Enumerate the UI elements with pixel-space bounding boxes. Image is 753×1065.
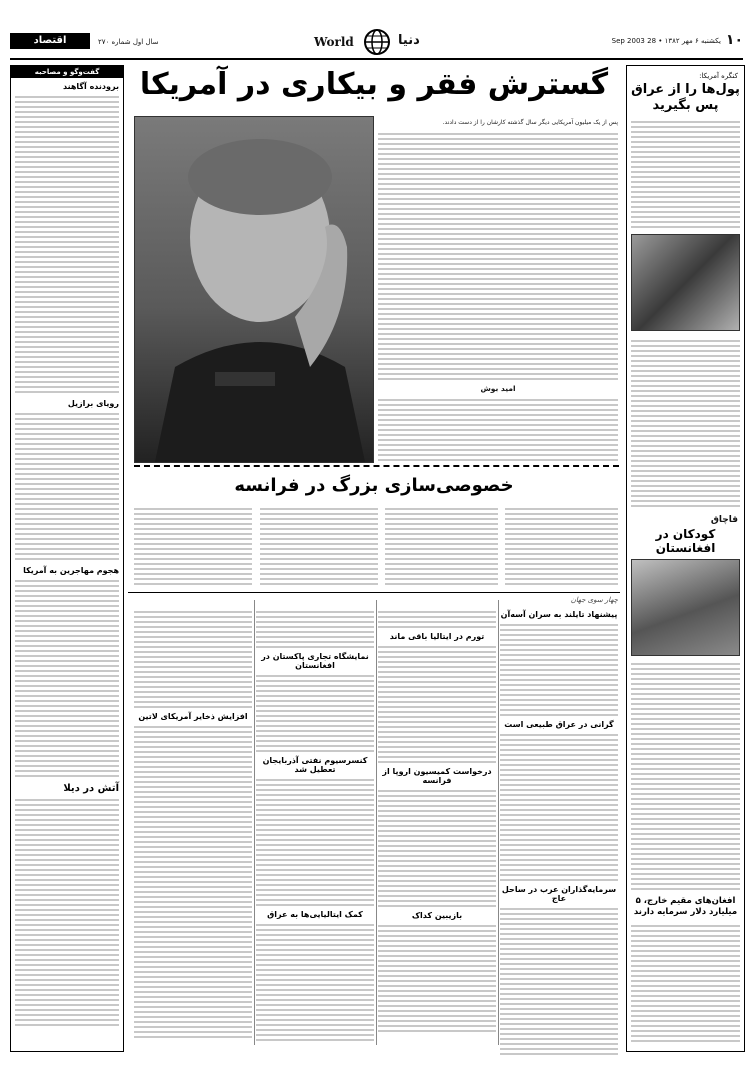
main-photo-caption [0, 0, 1, 1]
masthead-rule [10, 58, 743, 60]
brief-title: تورم در ایتالیا باقی ماند [389, 632, 485, 641]
brief-title: گرانی در عراق طبیعی است [504, 720, 614, 729]
right-kicker: کنگره آمریکا: [699, 72, 738, 80]
right-column [626, 65, 745, 1052]
brief-body [378, 787, 496, 907]
second-headline: خصوصی‌سازی بزرگ در فرانسه [234, 475, 514, 496]
column-separator [376, 600, 377, 1045]
left-item-title-4: آتش در دیلا [63, 783, 119, 794]
section-title-en: World [314, 35, 354, 49]
brief-title: درخواست کمیسیون اروپا از فرانسه [382, 767, 492, 785]
right-body-2 [631, 337, 740, 507]
left-item-body-1 [15, 93, 119, 393]
column-separator [254, 600, 255, 1045]
column-separator [498, 600, 499, 1045]
briefs-header: چهار سوی جهان [570, 596, 618, 604]
left-item-title-2: رویای برازیل [67, 399, 119, 408]
right-photo-1 [631, 234, 740, 331]
brief-title: پیشنهاد تایلند به سران آسه‌آن [500, 610, 618, 619]
main-subhead: امید بوش [480, 384, 516, 393]
main-body-upper [378, 130, 618, 382]
issue-line: سال اول شماره ۲۷۰ [98, 38, 159, 46]
brief-body [256, 672, 374, 752]
brief-body [378, 922, 496, 1032]
right-body-1 [631, 118, 740, 228]
brief-body [256, 921, 374, 1041]
right-headline: پول‌ها را از عراق پس بگیرید [631, 82, 740, 113]
date-line: یکشنبه ۶ مهر ۱۳۸۲ • 28 Sep 2003 [611, 37, 721, 45]
brief-title: کنسرسیوم نفتی آذربایجان تعطیل شد [262, 756, 368, 774]
briefs-col-c [256, 608, 374, 1048]
brief-body [256, 608, 374, 648]
second-body-col-1 [505, 505, 618, 587]
brief-body [256, 776, 374, 906]
brief-body [134, 723, 252, 1041]
section-title-fa: دنیا [398, 33, 420, 48]
brief-title: کمک ایتالیایی‌ها به عراق [267, 910, 363, 919]
main-body-lower [378, 396, 618, 462]
brief-body [500, 621, 618, 716]
main-lead: پس از یک میلیون آمریکایی دیگر سال گذشته کارشان را از دست دادند. [442, 119, 618, 126]
masthead [0, 0, 753, 60]
newspaper-logo [10, 33, 90, 49]
brief-body [500, 905, 618, 1055]
brief-body [378, 643, 496, 763]
portrait-silhouette [135, 117, 373, 462]
brief-body [378, 608, 496, 628]
brief-title: سرمایه‌گذاران عرب در ساحل عاج [501, 885, 617, 903]
right-body-3 [631, 660, 740, 890]
left-item-title-1: برودنده آگاهند [62, 82, 119, 91]
right-story3-headline: افغان‌های مقیم خارج، ۵ میلیارد دلار سرمایه دارند [633, 896, 738, 917]
right-body-4 [631, 922, 740, 1042]
briefs-col-d [134, 608, 252, 1048]
page-number: ۱۰ [725, 32, 743, 48]
brief-body [500, 731, 618, 881]
second-body-col-3 [260, 505, 378, 587]
brief-body [134, 608, 252, 708]
brief-title: بازیبین کداک [411, 911, 463, 920]
left-item-body-2 [15, 410, 119, 560]
right-story2-kicker: قاچاق [710, 515, 738, 525]
brief-title: افزایش ذخایر آمریکای لاتین [138, 712, 248, 721]
main-headline: گسترش فقر و بیکاری در آمریکا [139, 67, 609, 102]
brief-title: نمایشگاه تجاری پاکستان در افغانستان [261, 652, 369, 670]
left-column [10, 65, 124, 1052]
right-photo-2 [631, 559, 740, 656]
second-story-rule [128, 592, 620, 593]
left-item-body-4 [15, 796, 119, 1026]
left-item-title-3: هجوم مهاجرین به آمریکا [23, 566, 119, 575]
main-story-divider [134, 465, 619, 467]
right-story2-headline: کودکان در افغانستان [655, 527, 716, 555]
logo-text: اقتصاد [33, 35, 67, 46]
briefs-col-a [500, 608, 618, 1048]
briefs-col-b [378, 608, 496, 1048]
left-column-header: گفت‌وگو و مصاحبه [11, 66, 123, 78]
second-body-col-4 [134, 505, 252, 587]
main-photo [134, 116, 374, 463]
second-body-col-2 [385, 505, 498, 587]
left-item-body-3 [15, 577, 119, 777]
globe-icon [362, 28, 392, 56]
